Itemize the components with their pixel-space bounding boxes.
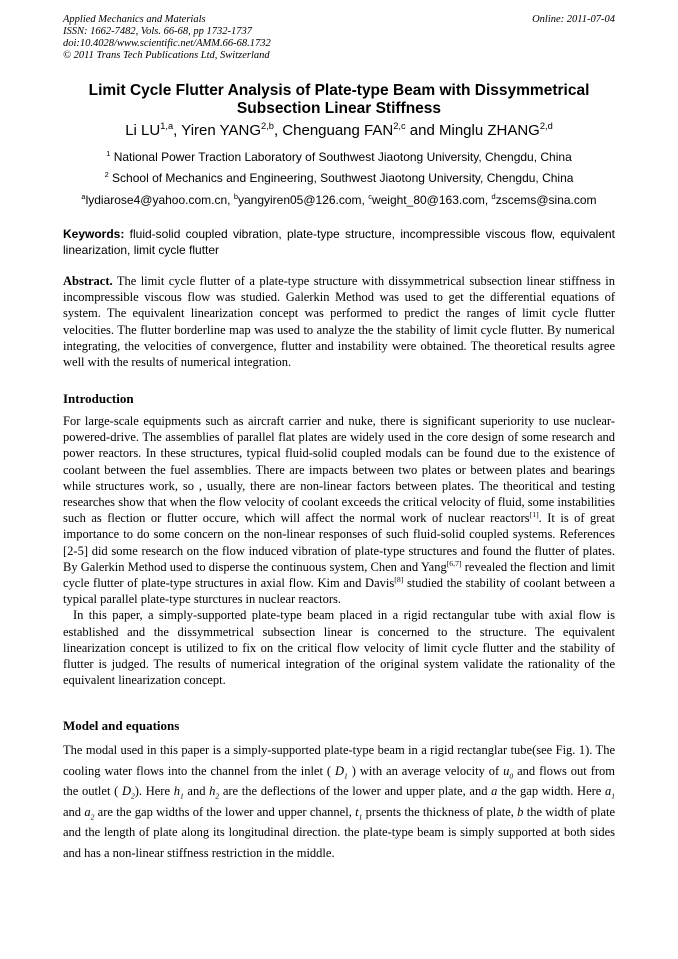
citation: [8] — [394, 574, 404, 584]
email-sup: b — [233, 192, 238, 201]
affil-sup: 2 — [104, 170, 109, 179]
intro-paragraph-1 — [63, 413, 615, 607]
email-sup: d — [491, 192, 496, 201]
author-list — [63, 121, 615, 141]
email-link[interactable]: lydiarose4@yahoo.com.cn, — [85, 193, 234, 207]
affil-text: National Power Traction Laboratory of Southwest Jiaotong University, Chengdu, China — [113, 150, 572, 164]
paper-title — [63, 82, 615, 118]
model-text: and — [187, 784, 206, 798]
email-sup: c — [368, 192, 372, 201]
author-affil-sup: 1,a — [160, 121, 174, 131]
keywords-text: fluid-solid coupled vibration, plate-type structure, incompressible viscous flow, equivalent linearization, limit cycle flutter — [63, 227, 615, 257]
email-link[interactable]: yangyiren05@126.com, — [237, 193, 369, 207]
abstract-label: Abstract. — [63, 274, 113, 288]
symbol: $a_2$ — [84, 804, 95, 821]
symbol: $t_1$ — [355, 804, 363, 821]
author-name: Minglu ZHANG — [439, 122, 540, 139]
model-text: the gap width. Here — [501, 784, 602, 798]
citation: [1] — [529, 510, 539, 520]
title-line-2: Subsection Linear Stiffness — [236, 100, 442, 117]
model-heading: Model and equations — [63, 718, 180, 733]
affil-text: School of Mechanics and Engineering, Southwest Jiaotong University, Chengdu, China — [112, 171, 574, 185]
author-separator: , — [173, 122, 182, 139]
intro-text: . It is of great importance to do some concern on the non-linear responses of such fluid-solid coupled systems. References [2-5] did some research on the flow induced vibration of plate-type structures and found the flutter of plates. By Galerkin Method used to disperse the continuous system, Chen and Yang — [63, 511, 615, 574]
journal-name: Applied Mechanics and Materials — [63, 14, 206, 25]
title-line-1: Limit Cycle Flutter Analysis of Plate-type Beam with Dissymmetrical — [88, 82, 590, 99]
affiliation-1 — [63, 149, 615, 165]
symbol: $u_0$ — [503, 763, 514, 780]
email-link[interactable]: weight_80@163.com, — [371, 193, 492, 207]
affil-sup: 1 — [106, 149, 111, 158]
model-text: prsents the thickness of plate, — [365, 804, 514, 819]
email-list — [63, 192, 615, 208]
symbol: $a_1$ — [605, 784, 616, 801]
symbol: a — [491, 784, 498, 798]
email-link[interactable]: zscems@sina.com — [495, 193, 597, 207]
introduction-body — [63, 413, 615, 688]
author-name: Li LU — [125, 122, 161, 139]
publication-header — [63, 14, 615, 62]
author-affil-sup: 2,d — [539, 121, 553, 131]
author-name: Yiren YANG — [181, 122, 262, 139]
symbol: b — [517, 804, 524, 819]
intro-text: revealed the flection and limit cycle flutter of plate-type structures in axial flow. Kim and Davis — [63, 559, 615, 591]
author-separator: and — [405, 122, 439, 139]
model-text: are the gap widths of the lower and upper channel, — [97, 804, 352, 819]
abstract-text: The limit cycle flutter of a plate-type structure with dissymmetrical subsection linear stiffness in incompressible viscous flow was studied. Galerkin Method was used to get the differential equations of system. The equivalent linearization concept was performed to predict the ranges of limit cycle flutter velocities. The flutter borderline map was used to analyze the the stability of limit cycle flutter. By numerical integrating, the velocities of convergence, flutter and instability were obtained. The theoretical results agree well with the results of numerical integration. — [63, 274, 615, 370]
abstract-block — [63, 273, 615, 370]
keywords-label: Keywords: — [63, 227, 125, 241]
author-affil-sup: 2,b — [261, 121, 274, 131]
intro-paragraph-2: In this paper, a simply-supported plate-type beam placed in a rigid rectangular tube with axial flow is established and the dissymmetrical subsection linear is concerned to the structure. The equivalent linearization concept is utilized to fix on the critical flow velocity of limit cycle flutter and the stability of flutter is judged. The results of numerical integration of the original system validate the rationality of the equivalent linearization concept. — [63, 608, 615, 688]
issn-line: ISSN: 1662-7482, Vols. 66-68, pp 1732-1737 — [63, 26, 252, 37]
model-text: ). Here — [134, 784, 171, 798]
author-name: Chenguang FAN — [282, 122, 394, 139]
author-separator: , — [273, 122, 283, 139]
intro-text: For large-scale equipments such as aircraft carrier and nuke, there is significant superiority to use nuclear-powered-drive. The assemblies of parallel flat plates are widely used in the core design of some research and power reactors. In these structures, typical fluid-solid coupled modals can be found due to the existence of coolant between the fuel assemblies. There are impacts between two plates or between plates and bearings while structures work, so , usually, there are non-linear factors between plates. The theoritical and testing researches show that when the flow velocity of coolant exceeds the critical velocity of fluid, some instabilities such as flection or flutter occure, which will affect the normal work of nuclear reactors — [63, 414, 615, 526]
symbol: $D_1$ — [335, 763, 348, 780]
symbol: $h_1$ — [173, 784, 184, 801]
model-paragraph — [63, 740, 615, 863]
model-body — [63, 740, 615, 863]
model-text: the width of plate and the length of plate along its longitudinal direction. the plate-type beam is simply supported at both sides and has a non-linear stiffness restriction in the middle. — [63, 804, 616, 860]
affiliation-2 — [63, 170, 615, 186]
copyright-line: © 2011 Trans Tech Publications Ltd, Switzerland — [63, 50, 270, 61]
email-sup: a — [81, 192, 86, 201]
model-text: ) with an average velocity of — [351, 763, 500, 778]
model-text: are the deflections of the lower and upper plate, and — [222, 784, 488, 798]
symbol: $D_2$ — [121, 784, 135, 801]
model-text: and — [63, 804, 82, 819]
introduction-heading: Introduction — [63, 391, 134, 406]
model-text: and flows out from the outlet ( — [63, 763, 616, 798]
intro-text: studied the stability of coolant between a typical parallel plate-type sturctures in nuclear reactors. — [63, 576, 615, 607]
doi-line: doi:10.4028/www.scientific.net/AMM.66-68.1732 — [63, 38, 271, 49]
online-date: Online: 2011-07-04 — [532, 14, 615, 25]
symbol: $h_2$ — [209, 784, 220, 801]
author-affil-sup: 2,c — [393, 121, 406, 131]
citation: [6,7] — [446, 558, 462, 568]
model-text: The modal used in this paper is a simply-supported plate-type beam in a rigid rectanglar tube(see Fig. 1). The cooling water flows into the channel from the inlet ( — [63, 743, 615, 778]
keywords-block — [63, 226, 615, 258]
